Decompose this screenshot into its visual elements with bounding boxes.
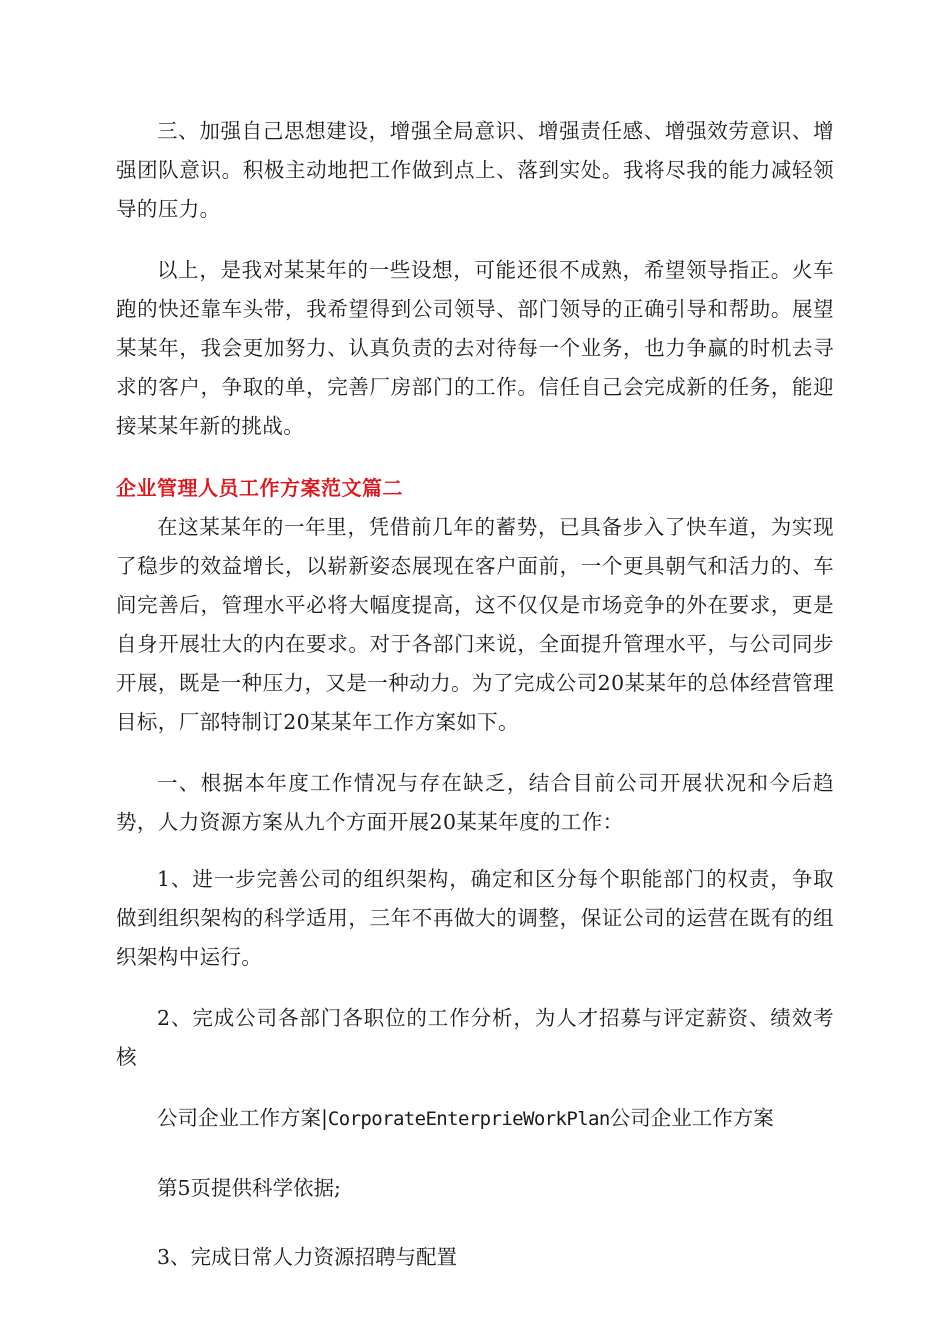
running-title-prefix: 公司企业工作方案| <box>157 1106 328 1130</box>
running-title-line <box>116 1099 834 1139</box>
paragraph-sub-item-2: 2、完成公司各部门各职位的工作分析，为人才招募与评定薪资、绩效考核 <box>116 1006 834 1069</box>
paragraph-item-one: 一、根据本年度工作情况与存在缺乏，结合目前公司开展状况和今后趋势，人力资源方案从九个方面开展20某某年度的工作： <box>116 771 834 834</box>
page-note: 第5页提供科学依据; <box>157 1176 341 1200</box>
paragraph-sub-item-3: 3、完成日常人力资源招聘与配置 <box>157 1245 458 1269</box>
paragraph-closing-remarks: 以上，是我对某某年的一些设想，可能还很不成熟，希望领导指正。火车跑的快还靠车头带，我希望得到公司领导、部门领导的正确引导和帮助。展望某某年，我会更加努力、认真负责的去对待每一个业务，也力争赢的时机去寻求的客户，争取的单，完善厂房部门的工作。信任自己会完成新的任务，能迎接某某年新的挑战。 <box>116 258 834 438</box>
running-title-suffix: 公司企业工作方案 <box>609 1106 774 1130</box>
section-heading: 企业管理人员工作方案范文篇二 <box>116 476 403 500</box>
paragraph-sub-item-1: 1、进一步完善公司的组织架构，确定和区分每个职能部门的权责，争取做到组织架构的科学适用，三年不再做大的调整，保证公司的运营在既有的组织架构中运行。 <box>116 867 834 969</box>
document-body <box>116 112 834 1307</box>
paragraph-intro: 在这某某年的一年里，凭借前几年的蓄势，已具备步入了快车道，为实现了稳步的效益增长，以崭新姿态展现在客户面前，一个更具朝气和活力的、车间完善后，管理水平必将大幅度提高，这不仅仅是市场竞争的外在要求，更是自身开展壮大的内在要求。对于各部门来说，全面提升管理水平，与公司同步开展，既是一种压力，又是一种动力。为了完成公司20某某年的总体经营管理目标，厂部特制订20某某年工作方案如下。 <box>116 515 834 734</box>
paragraph-item-three: 三、加强自己思想建设，增强全局意识、增强责任感、增强效劳意识、增强团队意识。积极主动地把工作做到点上、落到实处。我将尽我的能力减轻领导的压力。 <box>116 119 834 221</box>
running-title-english: CorporateEnterprieWorkPlan <box>327 1108 610 1130</box>
